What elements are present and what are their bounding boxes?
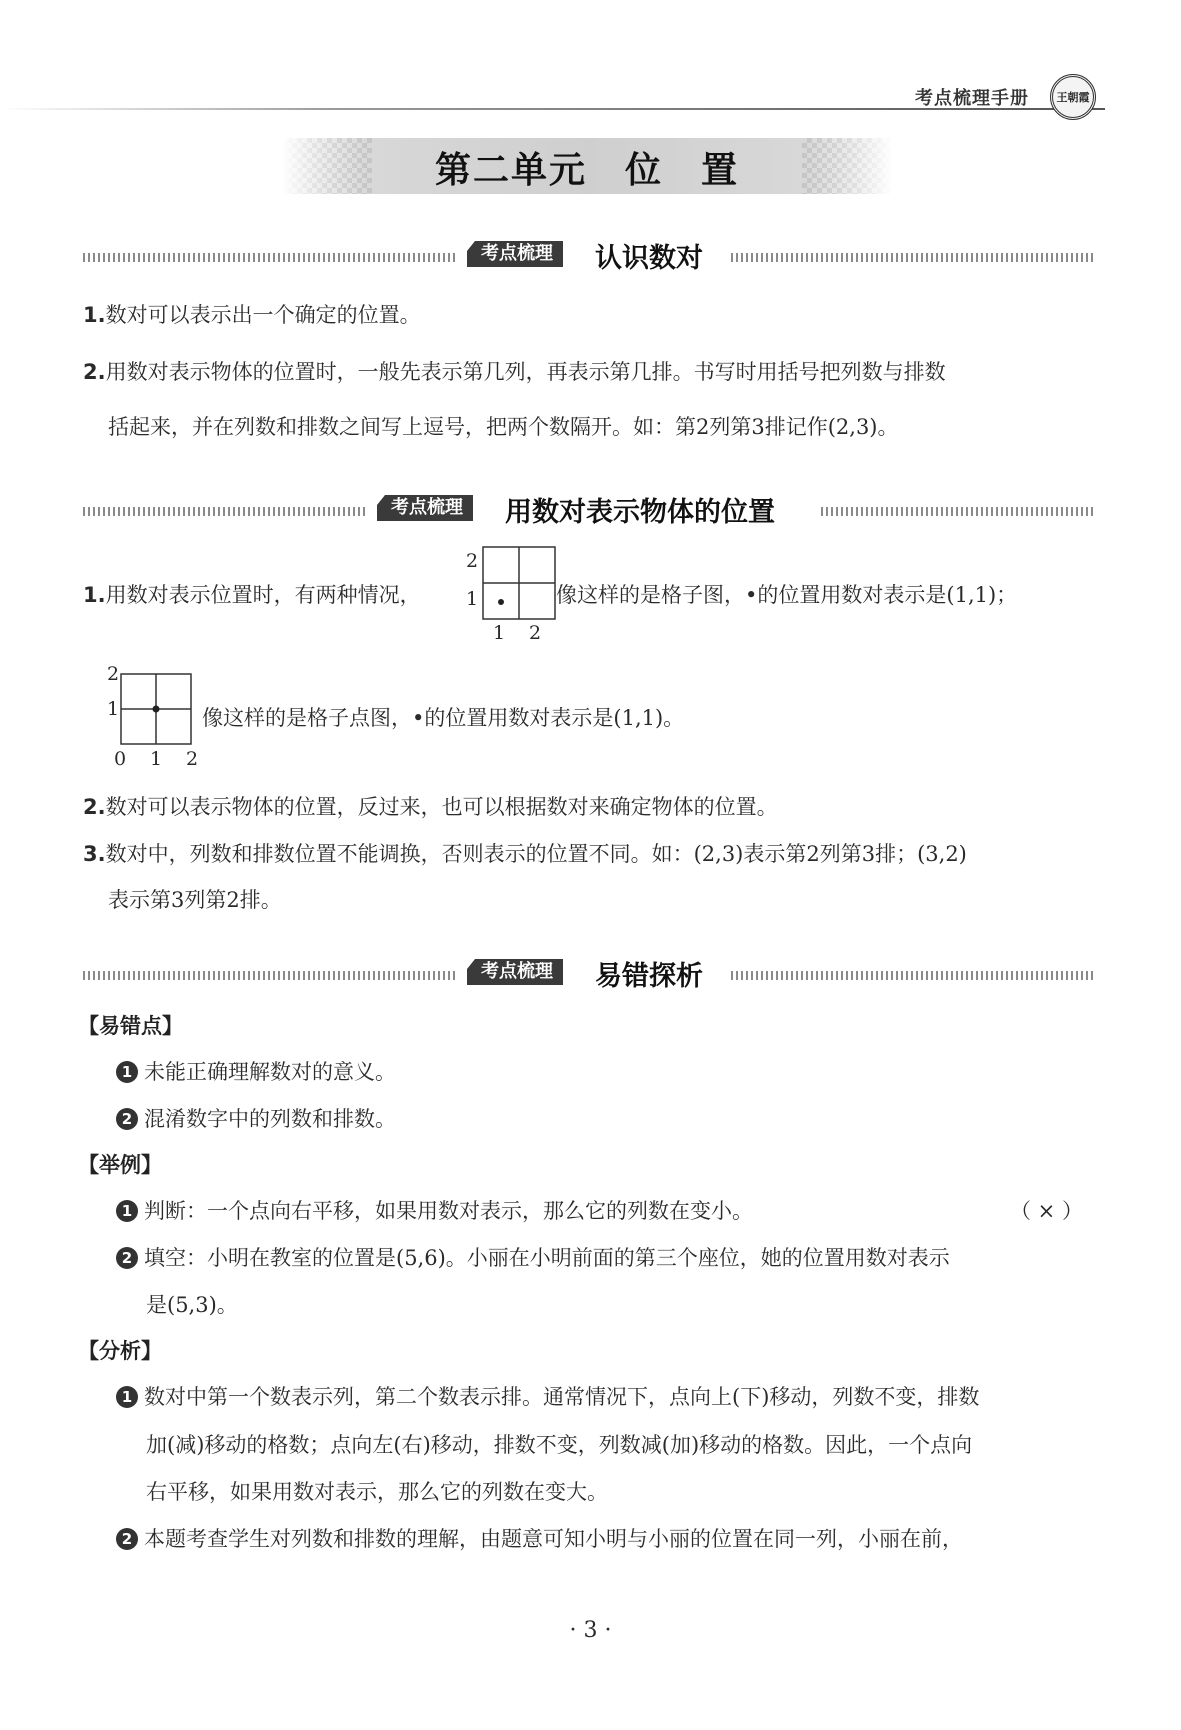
grid-point bbox=[153, 706, 160, 713]
section-tag: 考点梳理 bbox=[467, 959, 563, 985]
unit-title: 第二单元 位 置 bbox=[434, 149, 739, 191]
section-header-3 bbox=[83, 954, 1093, 992]
list-item: 1 判断：一个点向右平移，如果用数对表示，那么它的列数在变小。 bbox=[116, 1196, 753, 1226]
logo-text: 王朝霞 bbox=[1056, 91, 1090, 104]
grid-y-label: 1 bbox=[107, 698, 120, 720]
circled-number: 1 bbox=[116, 1386, 138, 1408]
list-item: 2 填空：小明在教室的位置是(5,6)。小丽在小明前面的第三个座位，她的位置用数对表示 bbox=[116, 1243, 950, 1273]
grid-x-label: 1 bbox=[493, 622, 506, 644]
list-item: 2 本题考查学生对列数和排数的理解，由题意可知小明与小丽的位置在同一列，小丽在前， bbox=[116, 1524, 963, 1554]
section-title: 用数对表示物体的位置 bbox=[505, 497, 775, 528]
dash-rule bbox=[83, 253, 455, 262]
square-grid-diagram bbox=[482, 546, 558, 622]
section-tag: 考点梳理 bbox=[377, 495, 473, 521]
circled-number: 2 bbox=[116, 1528, 138, 1550]
examples-label: 【举例】 bbox=[78, 1153, 162, 1177]
list-item: 1 数对中第一个数表示列，第二个数表示排。通常情况下，点向上(下)移动，列数不变，排数 bbox=[116, 1382, 979, 1412]
answer-bracket: （ × ） bbox=[1010, 1199, 1083, 1223]
circled-number: 1 bbox=[116, 1200, 138, 1222]
section-header-1 bbox=[83, 236, 1093, 274]
header-label: 考点梳理手册 bbox=[915, 88, 1029, 109]
section-title: 易错探析 bbox=[595, 961, 703, 992]
list-item: 3.数对中，列数和排数位置不能调换，否则表示的位置不同。如：(2,3)表示第2列第3排；(3,2) bbox=[83, 842, 967, 866]
list-item: 2.用数对表示物体的位置时，一般先表示第几列，再表示第几排。书写时用括号把列数与排数 bbox=[83, 360, 946, 384]
analysis-label: 【分析】 bbox=[78, 1339, 162, 1363]
list-item-continuation: 是(5,3)。 bbox=[146, 1293, 238, 1317]
dash-rule bbox=[821, 507, 1093, 516]
dash-rule bbox=[731, 971, 1093, 980]
list-item: 1.用数对表示位置时，有两种情况， bbox=[83, 583, 421, 607]
list-item-continuation: 括起来，并在列数和排数之间写上逗号，把两个数隔开。如：第2列第3排记作(2,3)。 bbox=[108, 415, 899, 439]
publisher-logo bbox=[1050, 74, 1096, 120]
list-item-continuation: 右平移，如果用数对表示，那么它的列数在变大。 bbox=[146, 1480, 608, 1504]
dash-rule bbox=[83, 971, 455, 980]
list-item-continuation: 表示第3列第2排。 bbox=[108, 888, 282, 912]
error-points-label: 【易错点】 bbox=[78, 1014, 183, 1038]
section-tag: 考点梳理 bbox=[467, 241, 563, 267]
grid-y-label: 1 bbox=[466, 588, 479, 610]
grid-y-label: 2 bbox=[107, 663, 120, 685]
list-item: 2.数对可以表示物体的位置，反过来，也可以根据数对来确定物体的位置。 bbox=[83, 795, 778, 819]
dot-grid-diagram bbox=[120, 673, 194, 747]
dash-rule bbox=[731, 253, 1093, 262]
unit-title-band bbox=[282, 138, 892, 194]
grid-y-label: 2 bbox=[466, 550, 479, 572]
list-item-continuation: 像这样的是格子图，•的位置用数对表示是(1,1)； bbox=[556, 583, 1018, 607]
grid-x-label: 2 bbox=[186, 748, 199, 770]
list-item-continuation: 加(减)移动的格数；点向左(右)移动，排数不变，列数减(加)移动的格数。因此，一个点向 bbox=[146, 1433, 973, 1457]
circled-number: 2 bbox=[116, 1247, 138, 1269]
circled-number: 2 bbox=[116, 1108, 138, 1130]
grid-x-label: 0 bbox=[114, 748, 127, 770]
list-item-continuation: 像这样的是格子点图，•的位置用数对表示是(1,1)。 bbox=[202, 706, 685, 730]
list-item: 2 混淆数字中的列数和排数。 bbox=[116, 1104, 396, 1134]
page-number: · 3 · bbox=[569, 1618, 612, 1643]
list-item: 1.数对可以表示出一个确定的位置。 bbox=[83, 303, 421, 327]
section-title: 认识数对 bbox=[595, 243, 703, 274]
circled-number: 1 bbox=[116, 1061, 138, 1083]
section-header-2 bbox=[83, 490, 1093, 528]
list-item: 1 未能正确理解数对的意义。 bbox=[116, 1057, 396, 1087]
grid-x-label: 2 bbox=[529, 622, 542, 644]
dash-rule bbox=[83, 507, 365, 516]
grid-point bbox=[498, 599, 504, 605]
grid-x-label: 1 bbox=[150, 748, 163, 770]
